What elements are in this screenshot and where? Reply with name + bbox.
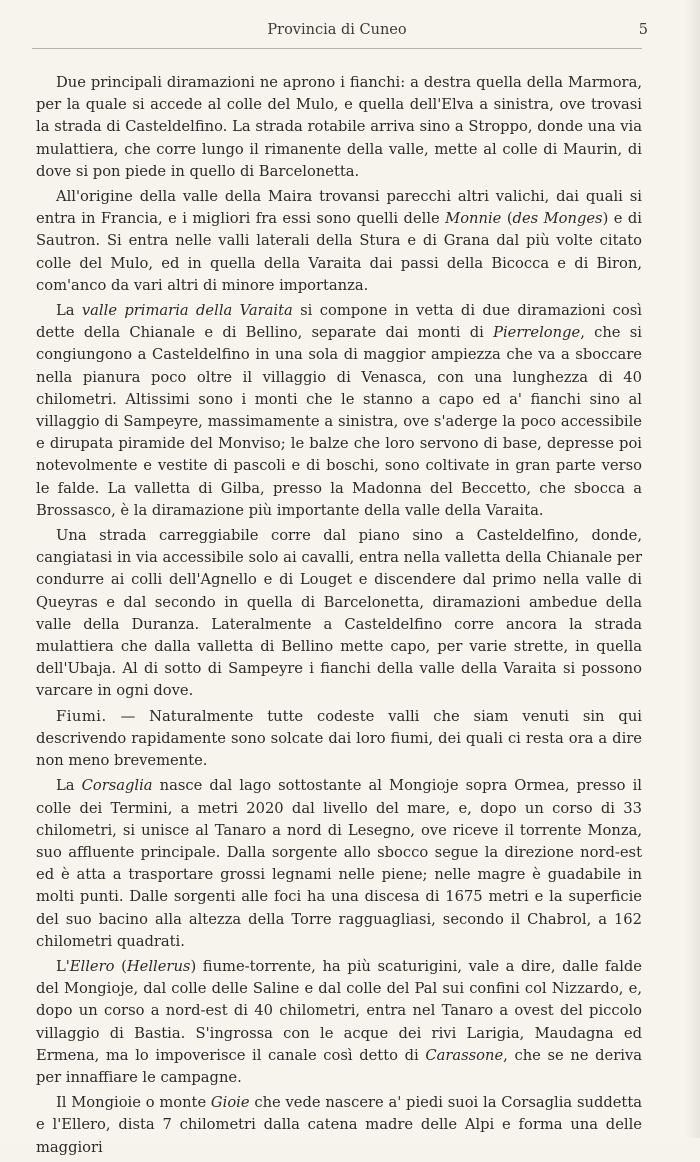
- paragraph-valichi-maira: [36, 186, 642, 297]
- paragraph-text: si compone in vetta di due diramazioni così dette della Chianale e di Bellino, separate dai monti di: [36, 302, 642, 342]
- paragraph-text: (: [501, 210, 513, 228]
- paragraph-text: Il Mongioie o monte: [56, 1094, 211, 1112]
- paragraph-text: ) fiume-torrente, ha più scaturigini, vale a dire, dalle falde del Mongioje, dal colle delle Saline e dal colle del Pal sui confini col Nizzardo, e, dopo un corso a nord-est di 40 chilometri, entra nel Tanaro a ovest del piccolo villaggio di Bastia. S'ingrossa con le acque dei rivi Larigia, Maudagna ed Ermena, ma lo impoverisce il canale così detto di: [36, 957, 643, 1064]
- section-heading: Fiumi.: [56, 707, 107, 725]
- paragraph-text: , che si congiungono a Casteldelfino in una sola di maggior ampiezza che va a sboccare nella pianura poco oltre il villaggio di Venasca, con una lunghezza di 40 chilometri. Altissimi sono i monti che le stanno a capo ed a' fianchi sino al villaggio di Sampeyre, massimamente a sinistra, ove s'aderge la poco accessibile e dirupata piramide del Monviso; le balze che loro servono di base, depresse poi notevolmente e vestite di pascoli e di boschi, sono coltivate in gran parte verso le falde. La valletta di Gilba, presso la Madonna del Beccetto, che sbocca a Brossasco, è la diramazione più importante della valle della Varaita.: [36, 324, 642, 519]
- paragraph-text: nasce dal lago sottostante al Mongioje sopra Ormea, presso il colle dei Termini, a metri 2020 dal livello del mare, e, dopo un corso di 33 chilometri, si unisce al Tanaro a nord di Lesegno, ove riceve il torrente Monza, suo affluente principale. Dalla sorgente allo sbocco segue la direzione nord-est ed è atta a trasportare grossi legnami nelle piene; nelle magre è guadabile in molti punti. Dalle sorgenti alle foci ha una discesa di 1675 metri e la superficie del suo bacino alla altezza della Torre ragguagliasi, secondo il Chabrol, a 162 chilometri quadrati.: [36, 777, 642, 950]
- paragraph-text: — Naturalmente tutte codeste valli che siam venuti sin qui descrivendo rapidamente sono solcate dai loro fiumi, dei quali ci resta ora a dire non meno brevemente.: [36, 707, 642, 770]
- paragraph-fiumi: [36, 706, 642, 773]
- running-head: [32, 22, 648, 42]
- body-text: [36, 72, 642, 1162]
- italic-term: Corsaglia: [81, 777, 153, 795]
- paragraph-ellero: [36, 956, 642, 1089]
- italic-term: Pierrelonge: [493, 324, 581, 342]
- paragraph-text: La: [56, 302, 82, 320]
- paragraph-text: che vede nascere a' piedi suoi la Corsaglia suddetta e l'Ellero, dista 7 chilometri dalla catena madre delle Alpi e forma una delle maggiori: [36, 1094, 642, 1156]
- paragraph-mongioie: [36, 1092, 642, 1159]
- paragraph-text: La: [56, 777, 82, 795]
- italic-term: Carassone: [425, 1046, 504, 1064]
- header-rule: [32, 48, 642, 49]
- paragraph-text: All'origine della valle della Maira trovansi parecchi altri valichi, dai quali si entra in Francia, e i migliori fra essi sono quelli delle: [36, 188, 642, 228]
- italic-term: valle primaria della Varaita: [81, 302, 293, 320]
- paragraph-text: , che se ne deriva per innaffiare le campagne.: [36, 1046, 642, 1086]
- italic-term: des Monges: [512, 210, 603, 228]
- paragraph-valle-varaita: [36, 300, 642, 522]
- paragraph-diramazioni: [36, 72, 642, 183]
- paragraph-text: ) e di Sautron. Si entra nelle valli laterali della Stura e di Grana dal più volte citato colle del Mulo, ed in quella della Varaita dai passi della Bicocca e di Biron, com'anco da vari altri di minore importanza.: [36, 210, 642, 294]
- italic-term: Monnie: [445, 210, 502, 228]
- paragraph-text: Due principali diramazioni ne aprono i fianchi: a destra quella della Marmora, per la quale si accede al colle del Mulo, e quella dell'Elva a sinistra, ove trovasi la strada di Casteldelfino. La strada rotabile arriva sino a Stroppo, donde una via mulattiera, che corre lungo il rimanente della valle, mette al colle di Maurin, di dove si pon piede in quello di Barcelonetta.: [36, 74, 642, 180]
- italic-term: Gioie: [210, 1094, 250, 1112]
- page-edge-shadow: [686, 0, 700, 1138]
- italic-term: Ellero: [69, 957, 115, 975]
- running-title: Provincia di Cuneo: [267, 22, 407, 38]
- paragraph-text: L': [56, 957, 70, 975]
- paragraph-text: (: [114, 957, 127, 975]
- italic-term: Hellerus: [126, 957, 191, 975]
- paragraph-strada-carreggiabile: [36, 525, 642, 703]
- paragraph-text: Una strada carreggiabile corre dal piano sino a Casteldelfino, donde, cangiatasi in via accessibile solo ai cavalli, entra nella valletta della Chianale per condurre ai colli dell'Agnello e di Louget e discendere dal primo nella valle di Queyras e dal secondo in quella di Barcelonetta, diramazioni ambedue della valle della Duranza. Lateralmente a Casteldelfino corre ancora la strada mulattiera che dalla valletta di Bellino mette capo, per varie strette, in quella dell'Ubaja. Al di sotto di Sampeyre i fianchi della valle della Varaita si possono varcare in ogni dove.: [36, 527, 642, 700]
- page-number: 5: [638, 22, 648, 38]
- paragraph-corsaglia: [36, 775, 642, 953]
